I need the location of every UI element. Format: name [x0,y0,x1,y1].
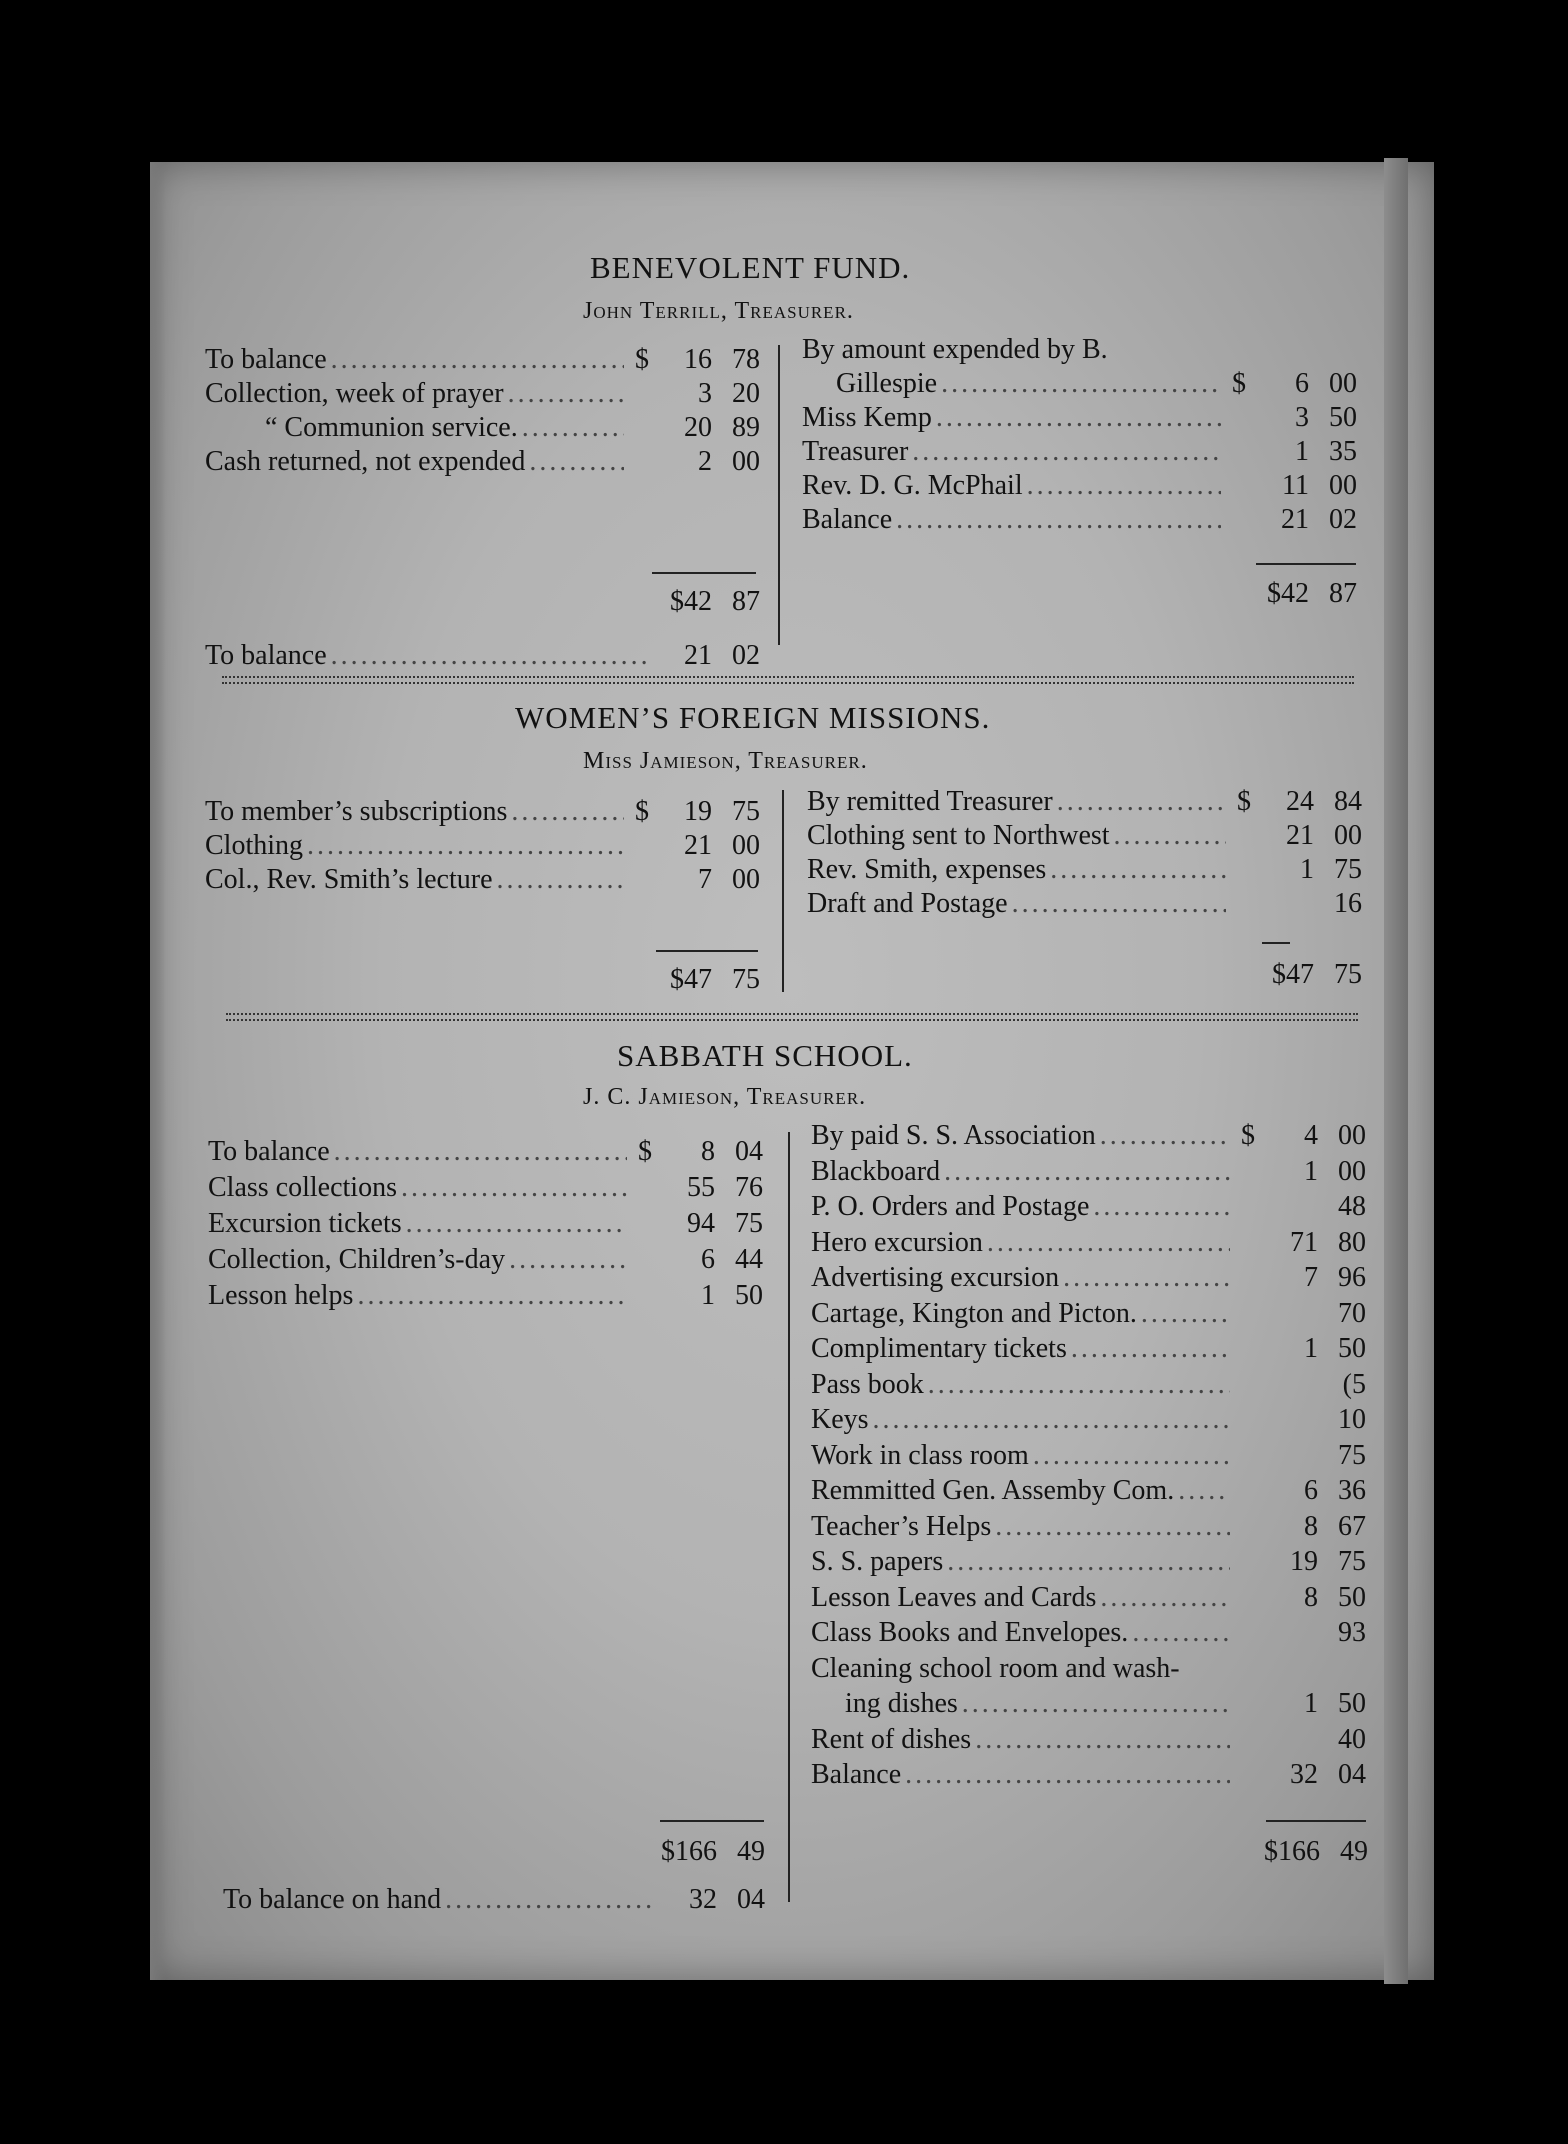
currency-sign: $ [635,344,649,375]
benevolent-debits [205,343,760,479]
dot-leader [1027,469,1221,503]
amount-dollars: 32 [689,1884,717,1915]
ledger-entry [205,445,760,479]
sabbath-right-total [1188,1834,1368,1870]
amount-dollars: 1 [1304,1688,1318,1719]
amount-cents: 00 [1334,820,1362,851]
benevolent-divider [778,345,780,645]
sabbath-right-total-rule [1266,1820,1366,1822]
dot-leader [1057,785,1226,819]
dot-leader [941,367,1221,401]
sabbath-left-total-rule [660,1820,764,1822]
womens-right-total-rule [1262,942,1290,944]
amount-cents: 75 [735,1208,763,1239]
amount-cents: 96 [1338,1262,1366,1293]
amount-cents: 84 [1334,786,1362,817]
entry-label: Complimentary tickets [811,1333,1067,1364]
entry-label: ing dishes [845,1688,958,1719]
womens-divider [782,790,784,992]
ledger-entry [811,1544,1366,1580]
entry-label: Rev. D. G. McPhail [802,470,1023,501]
dot-leader [1071,1331,1230,1367]
amount-dollars: 71 [1290,1226,1318,1258]
ledger-entry [811,1118,1366,1154]
ledger-entry [811,1296,1366,1332]
amount-dollars: 6 [1304,1475,1318,1506]
amount-cents: 36 [1338,1475,1366,1506]
amount-dollars: 11 [1282,470,1309,501]
currency-sign: $ [638,1136,652,1167]
ledger-entry [811,1402,1366,1438]
entry-label: Balance [802,504,893,535]
amount-cents: 00 [732,446,760,477]
amount-dollars: 19 [1290,1546,1318,1577]
amount-cents: 49 [737,1836,765,1867]
entry-label: Gillespie [836,368,938,399]
dot-leader [1114,819,1226,853]
dot-leader [406,1206,627,1242]
ledger-entry [802,401,1357,435]
amount-cents: 02 [732,640,760,671]
sabbath-carry-forward [223,1882,765,1918]
benevolent-title: BENEVOLENT FUND. [590,250,911,285]
sabbath-treasurer: J. C. Jamieson, Treasurer. [583,1084,867,1110]
ledger-entry [811,1615,1366,1651]
entry-label: Keys [811,1404,869,1435]
womens-treasurer: Miss Jamieson, Treasurer. [583,748,868,774]
amount-cents: 00 [1338,1155,1366,1187]
amount-dollars: 2 [698,446,712,477]
ledger-entry [811,1580,1366,1616]
ledger-entry [811,1757,1366,1793]
womens-credits [807,785,1362,921]
section-separator [222,676,1354,684]
ledger-entry [802,469,1357,503]
dot-leader [1100,1580,1230,1616]
entry-label: By paid S. S. Association [811,1120,1096,1151]
ledger-entry [205,829,760,863]
amount-dollars: 6 [701,1244,715,1275]
amount-cents: 75 [732,964,760,995]
dot-leader [1093,1189,1230,1225]
entry-label: Lesson helps [208,1280,354,1311]
ledger-entry [811,1473,1366,1509]
dot-leader [357,1278,627,1314]
entry-label: Remmitted Gen. Assemby Com. [811,1475,1175,1506]
amount-cents: 16 [1334,888,1362,919]
amount-dollars: 21 [1286,820,1314,851]
womens-left-total-rule [656,950,758,952]
amount-dollars: $42 [1267,578,1309,609]
amount-cents: 44 [735,1244,763,1275]
currency-sign: $ [1237,786,1251,817]
dot-leader [896,503,1221,537]
benevolent-left-total-rule [652,572,756,574]
dot-leader [962,1686,1230,1722]
currency-sign: $ [635,796,649,827]
ledger-entry [807,853,1362,887]
entry-label: Balance [811,1759,902,1790]
entry-label: Blackboard [811,1155,941,1187]
entry-label: To balance [208,1136,330,1167]
amount-dollars: 1 [1300,854,1314,885]
amount-cents: 70 [1338,1297,1366,1329]
amount-cents: 49 [1340,1836,1368,1867]
amount-dollars: 1 [1304,1155,1318,1187]
ledger-entry [205,411,760,445]
amount-dollars: 1 [1304,1333,1318,1364]
amount-dollars: 20 [684,412,712,443]
ledger-entry [205,343,760,377]
amount-dollars: 3 [1295,402,1309,433]
dot-leader [1178,1473,1230,1509]
dot-leader [1063,1260,1230,1296]
dot-leader [928,1367,1230,1403]
ledger-entry [205,377,760,411]
dot-leader [1100,1118,1230,1154]
amount-cents: 40 [1338,1723,1366,1755]
amount-dollars: $47 [1272,959,1314,990]
benevolent-credits [802,333,1357,537]
ledger-entry [802,333,1357,367]
dot-leader [529,445,624,479]
entry-label: Rent of dishes [811,1723,972,1755]
entry-label: Cash returned, not expended [205,446,526,477]
currency-sign: $ [1232,368,1246,399]
amount-cents: 04 [1338,1759,1366,1790]
dot-leader [995,1509,1230,1545]
dot-leader [987,1225,1230,1261]
ledger-entry [205,863,760,897]
amount-dollars: 21 [1281,504,1309,535]
dot-leader [947,1544,1230,1580]
ledger-entry [811,1189,1366,1225]
entry-label: P. O. Orders and Postage [811,1191,1090,1222]
ledger-entry [205,795,760,829]
sabbath-title: SABBATH SCHOOL. [617,1038,913,1073]
ledger-entry [811,1260,1366,1296]
entry-label: Pass book [811,1368,924,1400]
amount-cents: 50 [735,1280,763,1311]
amount-cents: 87 [732,586,760,617]
dot-leader [1012,887,1226,921]
ledger-entry [208,1242,763,1278]
womens-title: WOMEN’S FOREIGN MISSIONS. [515,700,991,735]
amount-dollars: 1 [701,1280,715,1311]
entry-label: Lesson Leaves and Cards [811,1581,1097,1613]
benevolent-treasurer: John Terrill, Treasurer. [583,298,854,324]
sabbath-debits [208,1134,763,1314]
amount-cents: 50 [1338,1688,1366,1719]
amount-dollars: 55 [687,1172,715,1203]
sabbath-credits [811,1118,1366,1793]
ledger-entry [208,1206,763,1242]
amount-cents: 75 [1334,854,1362,885]
ledger-entry [811,1154,1366,1190]
amount-cents: 75 [1338,1439,1366,1471]
ledger-entry [802,367,1357,401]
amount-dollars: 21 [684,640,712,671]
amount-cents: 80 [1338,1226,1366,1258]
entry-label: Cleaning school room and wash- [811,1652,1180,1684]
amount-cents: 04 [737,1884,765,1915]
entry-label: Miss Kemp [802,402,932,433]
entry-label: Advertising excursion [811,1262,1060,1293]
ledger-entry [811,1438,1366,1474]
amount-cents: 04 [735,1136,763,1167]
dot-leader [936,401,1221,435]
amount-cents: 76 [735,1172,763,1203]
amount-cents: 75 [732,796,760,827]
entry-label: S. S. papers [811,1546,944,1577]
amount-cents: 35 [1329,436,1357,467]
amount-cents: (5 [1342,1368,1366,1400]
amount-cents: 78 [732,344,760,375]
dot-leader [401,1170,627,1206]
ledger-entry [811,1225,1366,1261]
amount-dollars: 8 [1304,1581,1318,1613]
amount-cents: 00 [1338,1120,1366,1151]
amount-cents: 02 [1329,504,1357,535]
entry-label: Work in class room [811,1439,1029,1471]
dot-leader [331,343,624,377]
dot-leader [511,795,624,829]
dot-leader [1050,853,1226,887]
amount-cents: 75 [1338,1546,1366,1577]
amount-cents: 89 [732,412,760,443]
dot-leader [1132,1615,1230,1651]
amount-cents: 00 [1329,368,1357,399]
dot-leader [975,1722,1230,1758]
amount-dollars: 24 [1286,786,1314,817]
womens-debits [205,795,760,897]
ledger-entry [208,1278,763,1314]
benevolent-left-total [605,584,760,620]
page-edge [1384,158,1408,1984]
dot-leader [307,829,624,863]
amount-dollars: 8 [701,1136,715,1167]
ledger-entry [811,1651,1366,1687]
entry-label: Draft and Postage [807,888,1008,919]
amount-cents: 10 [1338,1404,1366,1435]
dot-leader [522,411,624,445]
benevolent-right-total-rule [1256,563,1356,565]
section-separator [226,1013,1358,1021]
dot-leader [905,1757,1230,1793]
dot-leader [497,863,625,897]
entry-label: Class Books and Envelopes. [811,1617,1129,1648]
amount-cents: 48 [1338,1191,1366,1222]
dot-leader [944,1154,1230,1190]
entry-label: Teacher’s Helps [811,1510,992,1542]
entry-label: Cartage, Kington and Picton. [811,1297,1137,1329]
dot-leader [912,435,1221,469]
entry-label: Col., Rev. Smith’s lecture [205,864,493,895]
ledger-entry [811,1722,1366,1758]
amount-dollars: 32 [1290,1759,1318,1790]
entry-label: Rev. Smith, expenses [807,854,1047,885]
womens-left-total [605,962,760,998]
dot-leader [873,1402,1230,1438]
entry-label: Collection, Children’s-day [208,1244,506,1275]
entry-label: Clothing [205,830,304,861]
dot-leader [1141,1296,1230,1332]
ledger-entry [807,785,1362,819]
amount-cents: 50 [1338,1333,1366,1364]
carry-label: To balance [205,640,327,671]
amount-cents: 67 [1338,1510,1366,1542]
dot-leader [1033,1438,1230,1474]
entry-label: Excursion tickets [208,1208,402,1239]
ledger-entry [811,1509,1366,1545]
dot-leader [334,1134,627,1170]
amount-dollars: 19 [684,796,712,827]
amount-cents: 50 [1338,1581,1366,1613]
amount-dollars: 7 [1304,1262,1318,1293]
amount-cents: 75 [1334,959,1362,990]
benevolent-carry-forward [205,638,760,674]
entry-label: By amount expended by B. [802,334,1108,365]
entry-label: Collection, week of prayer [205,378,504,409]
entry-label: Class collections [208,1172,397,1203]
sabbath-divider [788,1132,790,1902]
amount-cents: 00 [1329,470,1357,501]
amount-cents: 00 [732,830,760,861]
amount-cents: 50 [1329,402,1357,433]
amount-dollars: 94 [687,1208,715,1239]
ledger-entry [807,887,1362,921]
sabbath-left-total [585,1834,765,1870]
amount-cents: 00 [732,864,760,895]
ledger-entry [811,1686,1366,1722]
amount-dollars: $47 [670,964,712,995]
amount-dollars: 8 [1304,1510,1318,1542]
benevolent-right-total [1202,576,1357,612]
amount-dollars: $42 [670,586,712,617]
page-binding-shadow [150,162,166,1980]
entry-label: By remitted Treasurer [807,786,1053,817]
ledger-entry [811,1331,1366,1367]
ledger-entry [208,1134,763,1170]
entry-label: To balance [205,344,327,375]
amount-dollars: $166 [1264,1836,1320,1867]
womens-right-total [1207,957,1362,993]
entry-label: Clothing sent to Northwest [807,820,1110,851]
entry-label: Treasurer [802,436,909,467]
entry-label: Hero excursion [811,1226,983,1258]
currency-sign: $ [1241,1120,1255,1151]
amount-dollars: 1 [1295,436,1309,467]
amount-cents: 87 [1329,578,1357,609]
amount-dollars: $166 [661,1836,717,1867]
amount-dollars: 3 [698,378,712,409]
ledger-entry [802,435,1357,469]
ledger-entry [208,1170,763,1206]
dot-leader [508,377,624,411]
ledger-entry [811,1367,1366,1403]
entry-label: To member’s subscriptions [205,796,508,827]
amount-dollars: 7 [698,864,712,895]
amount-cents: 93 [1338,1617,1366,1648]
ledger-entry [807,819,1362,853]
ledger-entry [802,503,1357,537]
amount-dollars: 21 [684,830,712,861]
amount-dollars: 16 [684,344,712,375]
carry-label: To balance on hand [223,1884,442,1915]
amount-dollars: 6 [1295,368,1309,399]
dot-leader [509,1242,627,1278]
entry-label: “ Communion service. [265,412,518,443]
amount-dollars: 4 [1304,1120,1318,1151]
amount-cents: 20 [732,378,760,409]
